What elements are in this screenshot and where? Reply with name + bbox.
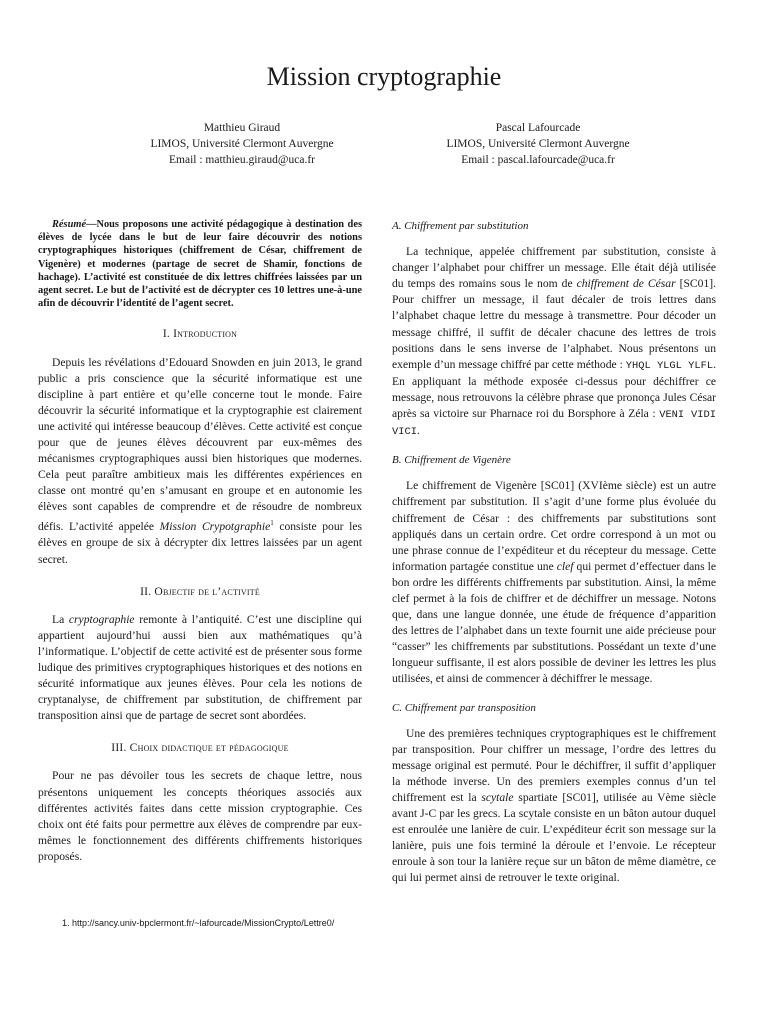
code-ciphertext: YHQL YLGL YLFL xyxy=(625,359,714,372)
section-heading-objectif: II. Objectif de l’activité xyxy=(140,584,260,598)
emphasis: scytale xyxy=(481,791,514,804)
section-heading-introduction: I. Introduction xyxy=(162,327,238,341)
emphasis: cryptographie xyxy=(68,612,135,626)
subsection-heading-substitution: A. Chiffrement par substitution xyxy=(392,220,529,232)
author-email: Email : matthieu.giraud@uca.fr xyxy=(169,154,315,166)
paragraph: Depuis les révélations d’Edouard Snowden en juin 2013, le grand public a pris conscience que la sécurité informatique est une discipline à part entière et qu’elle concerne tout le monde. Faire découvrir la sécurité informatique et la cryptographie est clairement une activité qui intéresse beaucoup d’élèves. Cette activité est conçue pour que de jeunes élèves découvrent par eux-mêmes des mécanismes cryptographiques aussi bien historiques que modernes. Cela peut paraître ambitieux mais les différentes expériences en classe ont montré qu’en s’amusant en groupe et en autonomie les élèves sont capables de comprendre et de résoudre de nombreux défis. L’activité appelée Mission Crypotgraphie$^1$ consiste pour les élèves en groupe de six à décrypter dix lettres laissées par un agent secret. xyxy=(38,355,362,566)
abstract xyxy=(38,218,362,310)
right-column xyxy=(392,218,716,887)
author-affiliation: LIMOS, Université Clermont Auvergne xyxy=(150,138,334,150)
footnote-marker: 1 xyxy=(270,519,274,528)
abstract-label: Résumé xyxy=(52,219,87,230)
emphasis: clef xyxy=(556,559,574,573)
code-plaintext: VENI VIDI VICI xyxy=(392,409,716,439)
paragraph: Une des premières techniques cryptographiques est le chiffrement par transposition. Pour chiffrer un message, l’ordre des lettres du message original est permuté. Pour le déchiffrer, il suffit d’appliquer la méthode inverse. Un des premiers exemples connus d’un tel chiffrement est la scytale spartiate [SC01], utilisée au Vème siècle avant J-C par les grecs. La scytale consiste en un bâton autour duquel est enroulée une lanière de cuir. L’expéditeur écrit son message sur la lanière, puis une fois terminé la déroule et l’envoie. Le récepteur enroule à son tour la lanière reçue sur un bâton de même diamètre, ce qui lui permet ainsi de retrouver le texte original. xyxy=(392,726,716,885)
author-block xyxy=(92,120,392,168)
subsection-heading-transposition: C. Chiffrement par transposition xyxy=(392,701,536,714)
left-column xyxy=(38,218,362,865)
paper-title: Mission cryptographie xyxy=(266,62,502,91)
abstract-text: —Nous proposons une activité pédagogique à destination des élèves de lycée dans le but de leur faire découvrir des notions cryptographiques historiques (chiffrement de César, chiffrement de Vigenère) et modernes (partage de secret de Shamir, fonctions de hachage). L’activité est constituée de dix lettres chiffrées laissées par un agent secret. Le but de l’activité est de décrypter ces 10 lettres une-à-une afin de découvrir l’identité de l’agent secret. xyxy=(38,219,362,310)
paragraph: La technique, appelée chiffrement par substitution, consiste à changer l’alphabet pour chiffrer un message. Elle était déjà utilisée du temps des romains sous le nom de chiffrement de César [SC01]. Pour chiffrer un message, il faut décaler de trois lettres dans l’alphabet chaque lettre du message à transmettre. Pour décoder un message chiffré, il suffit de décaler chacune des lettres de trois positions dans le sens inverse de l’alphabet. Nous présentons un exemple d’un message chiffré par cette méthode : YHQL YLGL YLFL. En appliquant la méthode exposée ci-dessus pour déchiffrer ce message, nous retrouvons la célèbre phrase que prononça Jules César après sa victoire sur Pharnace roi du Borsphore à Zéla : VENI VIDI VICI. xyxy=(392,245,716,439)
emphasis: chiffrement de César xyxy=(576,277,676,291)
author-block xyxy=(388,120,688,168)
section-heading-choix: III. Choix didactique et pédagogique xyxy=(111,741,289,755)
subsection-heading-vigenere: B. Chiffrement de Vigenère xyxy=(392,454,511,467)
author-affiliation: LIMOS, Université Clermont Auvergne xyxy=(446,138,630,150)
author-email: Email : pascal.lafourcade@uca.fr xyxy=(461,154,615,166)
author-name: Matthieu Giraud xyxy=(203,122,281,134)
paragraph: Pour ne pas dévoiler tous les secrets de chaque lettre, nous présentons uniquement les concepts théoriques associés aux différentes activités faites dans cette mission cryptographie. Ces choix ont été faits pour permettre aux élèves de comprendre par eux-mêmes le fonctionnement des différents chiffrements historiques proposés. xyxy=(38,769,362,863)
paragraph: Le chiffrement de Vigenère [SC01] (XVIème siècle) est un autre chiffrement par substitution. Il s’agit d’une forme plus évoluée du chiffrement de César : des chiffrements par substitutions sont appliqués dans un certain ordre. Cet ordre correspond à un mot ou une phrase connue de l’expéditeur et du récepteur du message. Cette information partagée constitue une clef qui permet d’effectuer dans le bon ordre les différents chiffrements par substitution. Ainsi, la même clef permet à la fois de chiffrer et de déchiffrer un message. Notons que, dans une langue donnée, une étude de fréquence d’apparition des lettres de l’alphabet dans un texte fournit une aide précieuse pour “casser” les chiffrements par substitutions. Possédant un texte d’une longueur suffisante, il est alors possible de deviner les lettres les plus utilisées, et ainsi de commencer à déchiffrer le message. xyxy=(392,479,716,686)
paragraph: La cryptographie remonte à l’antiquité. C’est une discipline qui appartient aujourd’hui aussi bien aux mathématiques qu’à l’informatique. L’objectif de cette activité est de présenter sous forme ludique des primitives cryptographiques historiques et des notions en sécurité informatique aux jeunes élèves. Pour cela les notions de cryptanalyse, de chiffrement par substitution, de chiffrement par transposition ainsi que de partage de secret sont abordées. xyxy=(38,612,362,723)
author-name: Pascal Lafourcade xyxy=(495,122,581,134)
emphasis: Mission Crypotgraphie xyxy=(159,520,271,534)
footnote: 1. http://sancy.univ-bpclermont.fr/~lafourcade/MissionCrypto/Lettre0/ xyxy=(62,918,335,928)
